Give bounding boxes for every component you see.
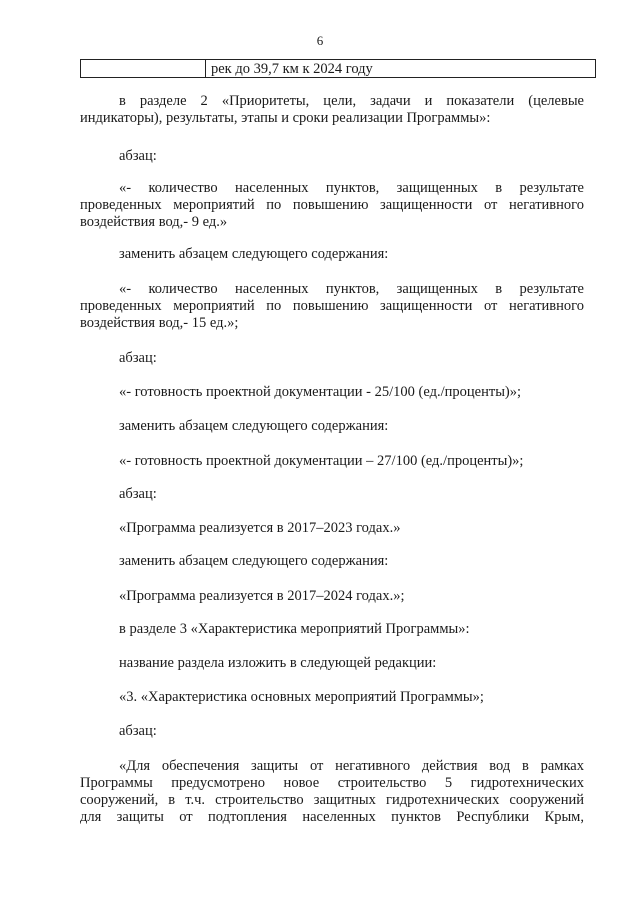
paragraph-line: «- готовность проектной документации - 25/100 (ед./проценты)»; [119,384,522,400]
paragraph-abzac [119,486,589,503]
paragraph-new-section-title [119,689,589,706]
paragraph-line: воздействия вод,- 15 ед.»; [80,315,239,331]
paragraph-new-readiness [119,453,589,470]
paragraph-line: «- количество населенных пунктов, защищенных в результате [119,180,584,196]
paragraph-protection [80,758,584,826]
paragraph-section3-intro [119,621,589,638]
paragraph-old-period [119,520,589,537]
paragraph-replace [119,246,589,263]
paragraph-line: «- количество населенных пунктов, защищенных в результате [119,281,584,297]
table-row [80,59,596,78]
paragraph-line: заменить абзацем следующего содержания: [119,553,389,569]
paragraph-line: проведенных мероприятий по повышению защищенности от негативного [80,298,584,314]
table-cell-divider [205,60,206,77]
paragraph-line: заменить абзацем следующего содержания: [119,418,389,434]
paragraph-replace [119,418,589,435]
paragraph-line: абзац: [119,486,157,502]
paragraph-line: абзац: [119,350,157,366]
paragraph-line: «Программа реализуется в 2017–2024 годах.»; [119,588,405,604]
paragraph-line: «3. «Характеристика основных мероприятий Программы»; [119,689,484,705]
table-cell-text: рек до 39,7 км к 2024 году [211,61,373,77]
paragraph-line: абзац: [119,148,157,164]
paragraph-line: «- готовность проектной документации – 27/100 (ед./проценты)»; [119,453,524,469]
paragraph-line: название раздела изложить в следующей редакции: [119,655,437,671]
paragraph-line: «Программа реализуется в 2017–2023 годах.» [119,520,401,536]
paragraph-line: «Для обеспечения защиты от негативного действия вод в рамках [119,758,584,774]
paragraph-line: заменить абзацем следующего содержания: [119,246,389,262]
paragraph-line: в разделе 3 «Характеристика мероприятий Программы»: [119,621,470,637]
paragraph-old-settlements [80,180,584,231]
paragraph-line: проведенных мероприятий по повышению защищенности от негативного [80,197,584,213]
paragraph-line: сооружений, в т.ч. строительство защитных гидротехнических сооружений [80,792,584,808]
paragraph-section2-intro [80,93,584,127]
paragraph-line: индикаторы), результаты, этапы и сроки реализации Программы»: [80,110,491,126]
paragraph-abzac [119,350,589,367]
paragraph-replace [119,553,589,570]
paragraph-rename-section [119,655,589,672]
paragraph-line: для защиты от подтопления населенных пунктов Республики Крым, [80,809,584,825]
paragraph-line: абзац: [119,723,157,739]
paragraph-new-settlements [80,281,584,332]
paragraph-abzac [119,148,589,165]
paragraph-abzac [119,723,589,740]
paragraph-line: воздействия вод,- 9 ед.» [80,214,228,230]
paragraph-line: в разделе 2 «Приоритеты, цели, задачи и показатели (целевые [119,93,584,109]
page-number: 6 [316,33,324,48]
paragraph-new-period [119,588,589,605]
paragraph-old-readiness [119,384,589,401]
paragraph-line: Программы предусмотрено новое строительство 5 гидротехнических [80,775,584,791]
